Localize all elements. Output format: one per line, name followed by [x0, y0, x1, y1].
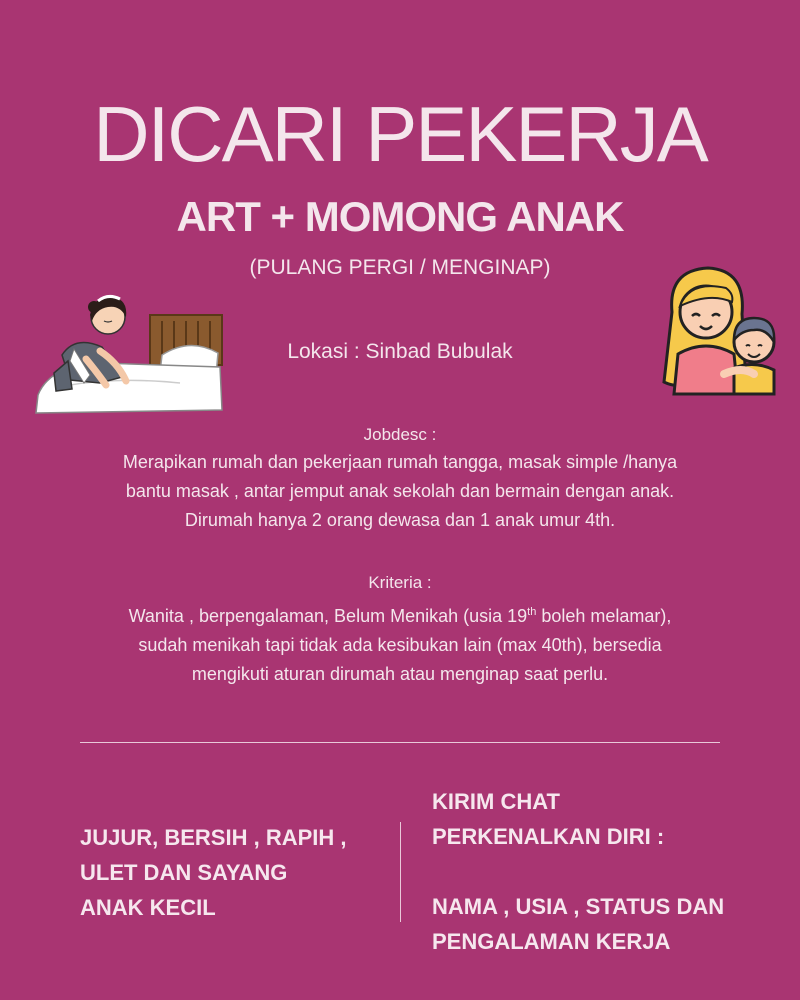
contact-line: NAMA , USIA , STATUS DAN — [432, 894, 725, 919]
maid-making-bed-illustration — [30, 285, 230, 420]
kriteria-line: mengikuti aturan dirumah atau menginap saat perlu. — [191, 664, 609, 684]
jobdesc-body — [60, 448, 740, 535]
poster-title: DICARI PEKERJA — [93, 90, 707, 178]
contact-line — [432, 854, 772, 889]
kriteria-heading: Kriteria : — [368, 573, 432, 592]
qualities-block — [80, 820, 380, 925]
contact-block — [432, 784, 772, 959]
contact-line: PENGALAMAN KERJA — [432, 929, 671, 954]
jobdesc-line: bantu masak , antar jemput anak sekolah dan bermain dengan anak. — [125, 481, 675, 501]
work-type-note: (PULANG PERGI / MENGINAP) — [249, 256, 551, 279]
jobdesc-heading: Jobdesc : — [363, 425, 437, 444]
kriteria-line: sudah menikah tapi tidak ada kesibukan lain (max 40th), bersedia — [138, 635, 662, 655]
location-text: Lokasi : Sinbad Bubulak — [287, 340, 513, 363]
quality-line: JUJUR, BERSIH , RAPIH , — [80, 825, 347, 850]
kriteria-line: Wanita , berpengalaman, Belum Menikah (usia 19th boleh melamar), — [128, 606, 672, 626]
jobdesc-line: Dirumah hanya 2 orang dewasa dan 1 anak umur 4th. — [184, 510, 616, 530]
contact-line: PERKENALKAN DIRI : — [432, 824, 665, 849]
horizontal-divider — [80, 742, 720, 743]
jobdesc-line: Merapikan rumah dan pekerjaan rumah tangga, masak simple /hanya — [122, 452, 678, 472]
contact-line: KIRIM CHAT — [432, 789, 560, 814]
mother-and-child-icon — [650, 262, 790, 402]
kriteria-body — [50, 598, 750, 689]
quality-line: ANAK KECIL — [80, 895, 216, 920]
poster-subtitle: ART + MOMONG ANAK — [176, 193, 624, 240]
quality-line: ULET DAN SAYANG — [80, 860, 288, 885]
vertical-divider — [400, 822, 401, 922]
